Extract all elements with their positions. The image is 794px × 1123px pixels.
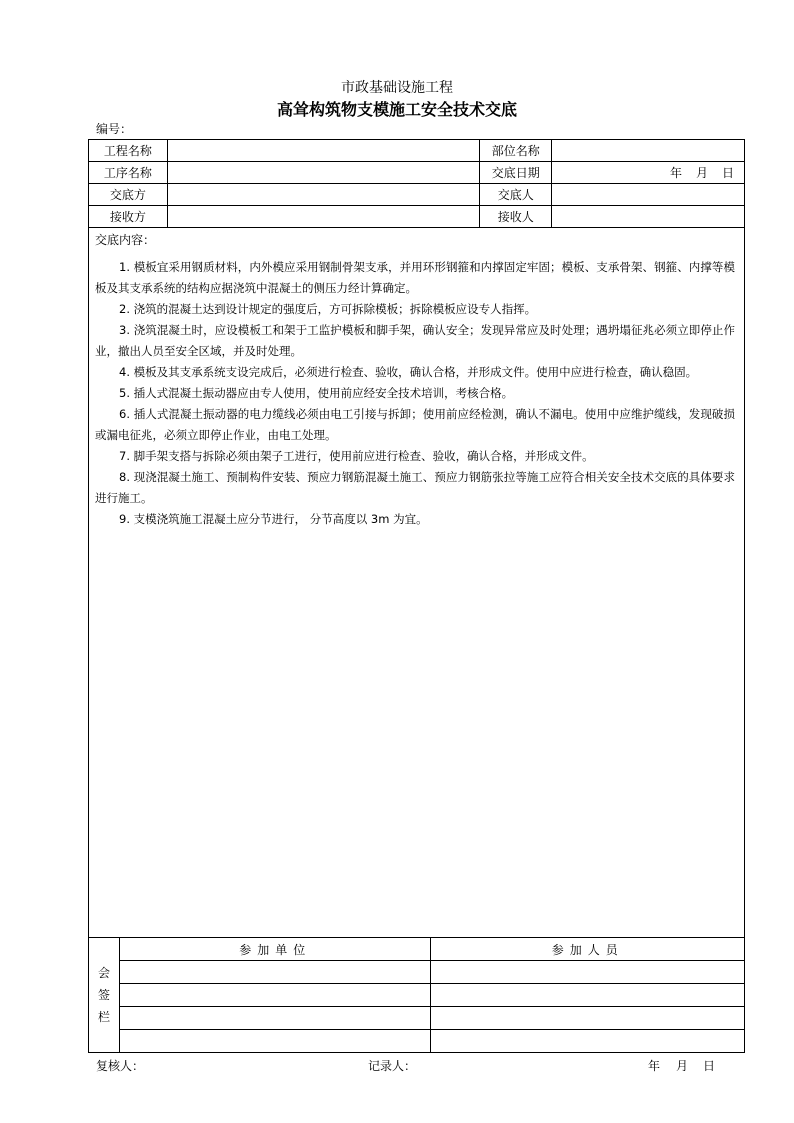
content-item: 2. 浇筑的混凝土达到设计规定的强度后，方可拆除模板；拆除模板应设专人指挥。 xyxy=(119,302,537,316)
info-table xyxy=(88,139,745,228)
receiver-label: 接收方 xyxy=(89,206,168,228)
footer-year: 年 xyxy=(648,1059,661,1073)
content-item: 5. 插人式混凝土振动器应由专人使用，使用前应经安全技术培训，考核合格。 xyxy=(119,386,514,400)
project-name-field[interactable] xyxy=(167,140,479,162)
document-title: 高耸构筑物支模施工安全技术交底 xyxy=(276,100,517,119)
content-item: 8. 现浇混凝土施工、预制构件安装、预应力钢筋混凝土施工、预应力钢筋张拉等施工应符合相关安全技术交底的具体要求进行施工。 xyxy=(95,470,735,505)
unit-field[interactable] xyxy=(119,984,431,1007)
receiver-person-field[interactable] xyxy=(552,206,745,228)
date-label: 交底日期 xyxy=(480,162,552,184)
unit-field[interactable] xyxy=(119,1030,431,1053)
unit-field[interactable] xyxy=(119,961,431,984)
sign-char: 栏 xyxy=(97,1010,110,1024)
sign-table xyxy=(88,937,745,1053)
sign-section-label xyxy=(89,938,120,1053)
content-item: 1. 模板宜采用钢质材料，内外模应采用钢制骨架支承，并用环形钢箍和内撑固定牢固；模板、支承骨架、钢箍、内撑等模板及其支承系统的结构应据浇筑中混凝土的侧压力经计算确定。 xyxy=(95,260,735,295)
content-item: 9. 支模浇筑施工混凝土应分节进行， 分节高度以 3m 为宜。 xyxy=(119,512,428,526)
date-field[interactable] xyxy=(552,162,745,184)
unit-header: 参加单位 xyxy=(119,938,431,961)
footer-day: 日 xyxy=(703,1059,716,1073)
content-item: 6. 插人式混凝土振动器的电力缆线必须由电工引接与拆卸；使用前应经检测，确认不漏电。使用中应维护缆线，发现破损或漏电征兆，必须立即停止作业，由电工处理。 xyxy=(95,407,735,442)
date-year: 年 xyxy=(669,166,682,180)
process-name-label: 工序名称 xyxy=(89,162,168,184)
content-items xyxy=(95,257,735,530)
content-item: 3. 浇筑混凝土时，应设模板工和架于工监护模板和脚手架，确认安全；发现异常应及时处理；遇坍塌征兆必须立即停止作业，撤出人员至安全区域，并及时处理。 xyxy=(95,323,735,358)
person-field[interactable] xyxy=(431,1030,745,1053)
content-item: 7. 脚手架支搭与拆除必须由架子工进行，使用前应进行检查、验收，确认合格，并形成文件。 xyxy=(119,449,594,463)
reviewer-label: 复核人： xyxy=(96,1059,145,1073)
giver-person-field[interactable] xyxy=(552,184,745,206)
person-field[interactable] xyxy=(431,984,745,1007)
giver-field[interactable] xyxy=(167,184,479,206)
content-label: 交底内容： xyxy=(95,233,156,247)
serial-number-label: 编号： xyxy=(96,122,133,136)
content-section xyxy=(88,227,745,938)
receiver-person-label: 接收人 xyxy=(480,206,552,228)
footer-month: 月 xyxy=(676,1059,689,1073)
unit-field[interactable] xyxy=(119,1007,431,1030)
dept-name-field[interactable] xyxy=(552,140,745,162)
document-subtitle: 市政基础设施工程 xyxy=(341,80,453,96)
process-name-field[interactable] xyxy=(167,162,479,184)
sign-char: 会 xyxy=(97,966,110,980)
person-field[interactable] xyxy=(431,1007,745,1030)
giver-label: 交底方 xyxy=(89,184,168,206)
recorder-label: 记录人： xyxy=(368,1059,417,1073)
person-header: 参加人员 xyxy=(431,938,745,961)
date-day: 日 xyxy=(721,166,734,180)
date-month: 月 xyxy=(695,166,708,180)
sign-char: 签 xyxy=(97,988,110,1002)
project-name-label: 工程名称 xyxy=(89,140,168,162)
giver-person-label: 交底人 xyxy=(480,184,552,206)
dept-name-label: 部位名称 xyxy=(480,140,552,162)
content-item: 4. 模板及其支承系统支设完成后，必须进行检查、验收，确认合格，并形成文件。使用中应进行检查，确认稳固。 xyxy=(119,365,698,379)
person-field[interactable] xyxy=(431,961,745,984)
receiver-field[interactable] xyxy=(167,206,479,228)
